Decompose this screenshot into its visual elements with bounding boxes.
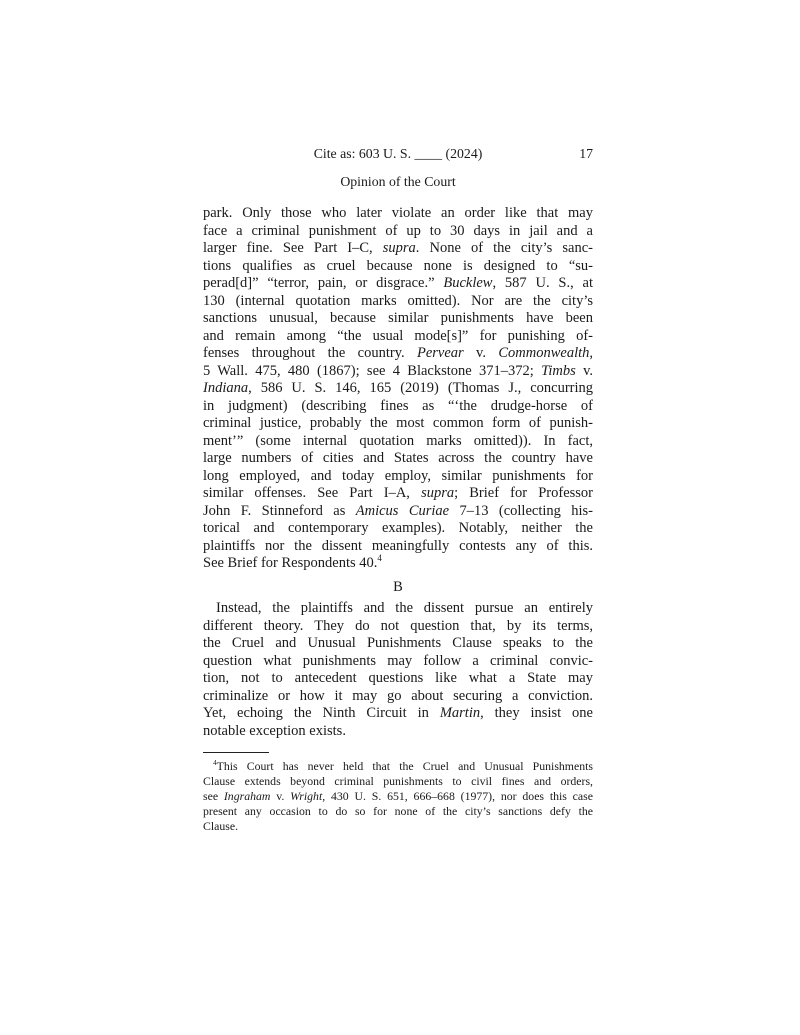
section-heading: B (393, 578, 403, 595)
text-line: long employed, and today employ, similar punishments for (203, 467, 593, 484)
text-line: the Cruel and Unusual Punishments Clause speaks to the (203, 635, 593, 651)
text-line: and remain among “the usual mode[s]” for punishing of- (203, 327, 593, 344)
text-line: face a criminal punishment of up to 30 days in jail and a (203, 222, 593, 239)
text-line: criminalize or how it may go about securing a conviction. (203, 687, 593, 704)
footnote (203, 759, 593, 834)
text-line: Indiana, 586 U. S. 146, 165 (2019) (Thomas J., concurring (203, 380, 593, 396)
text-line: plaintiffs nor the dissent meaningfully contests any of this. (203, 537, 593, 554)
text-line: similar offenses. See Part I–A, supra; Brief for Professor (203, 485, 593, 501)
text-line: notable exception exists. (203, 722, 346, 739)
text-line: torical and contemporary examples). Notably, neither the (203, 520, 593, 536)
text-line: Clause extends beyond criminal punishments to civil fines and orders, (203, 774, 593, 788)
text-line: larger fine. See Part I–C, supra. None of the city’s sanc- (203, 240, 593, 256)
text-line: 130 (internal quotation marks omitted). Nor are the city’s (203, 292, 593, 309)
page-header (203, 146, 593, 162)
text-line: 5 Wall. 475, 480 (1867); see 4 Blackstone 371–372; Timbs v. (203, 362, 593, 379)
text-line: tion, not to antecedent questions like what a State may (203, 670, 593, 686)
text-line: fenses throughout the country. Pervear v. Commonwealth, (203, 345, 594, 361)
text-line: sanctions unusual, because similar punishments have been (203, 310, 593, 326)
paragraph-2 (203, 600, 593, 740)
text-line: criminal justice, probably the most common form of punish- (203, 415, 593, 431)
text-line: tions qualifies as cruel because none is designed to “su- (203, 257, 593, 274)
citation-header: Cite as: 603 U. S. ____ (2024) (313, 146, 483, 161)
text-line: See Brief for Respondents 40.$^4$ (203, 553, 382, 571)
text-line: question what punishments may follow a criminal convic- (203, 652, 593, 669)
text-line: John F. Stinneford as Amicus Curiae 7–13 (collecting his- (203, 502, 594, 519)
text-line: large numbers of cities and States across the country have (203, 450, 593, 466)
text-line: Yet, echoing the Ninth Circuit in Martin, they insist one (203, 705, 593, 721)
text-line: park. Only those who later violate an order like that may (203, 205, 593, 221)
opinion-body (203, 205, 593, 740)
text-line: Clause. (203, 819, 239, 833)
running-head: Opinion of the Court (340, 174, 456, 189)
text-line: Instead, the plaintiffs and the dissent pursue an entirely (216, 600, 593, 616)
footnote-separator (203, 752, 269, 753)
text-line: present any occasion to do so for none of the city’s sanctions defy the (203, 804, 593, 818)
text-line: ment’” (some internal quotation marks omitted)). In fact, (203, 432, 593, 449)
text-line: see Ingraham v. Wright, 430 U. S. 651, 666–668 (1977), nor does this case (203, 789, 593, 803)
text-line: in judgment) (describing fines as “‘the drudge-horse of (203, 397, 593, 414)
paragraph-1 (203, 205, 593, 573)
text-line: perad[d]” “terror, pain, or disgrace.” Bucklew, 587 U. S., at (203, 275, 594, 291)
page-number: 17 (579, 146, 593, 161)
text-line: $^4$This Court has never held that the Cruel and Unusual Punishments (213, 758, 593, 773)
text-line: different theory. They do not question that, by its terms, (203, 617, 593, 634)
